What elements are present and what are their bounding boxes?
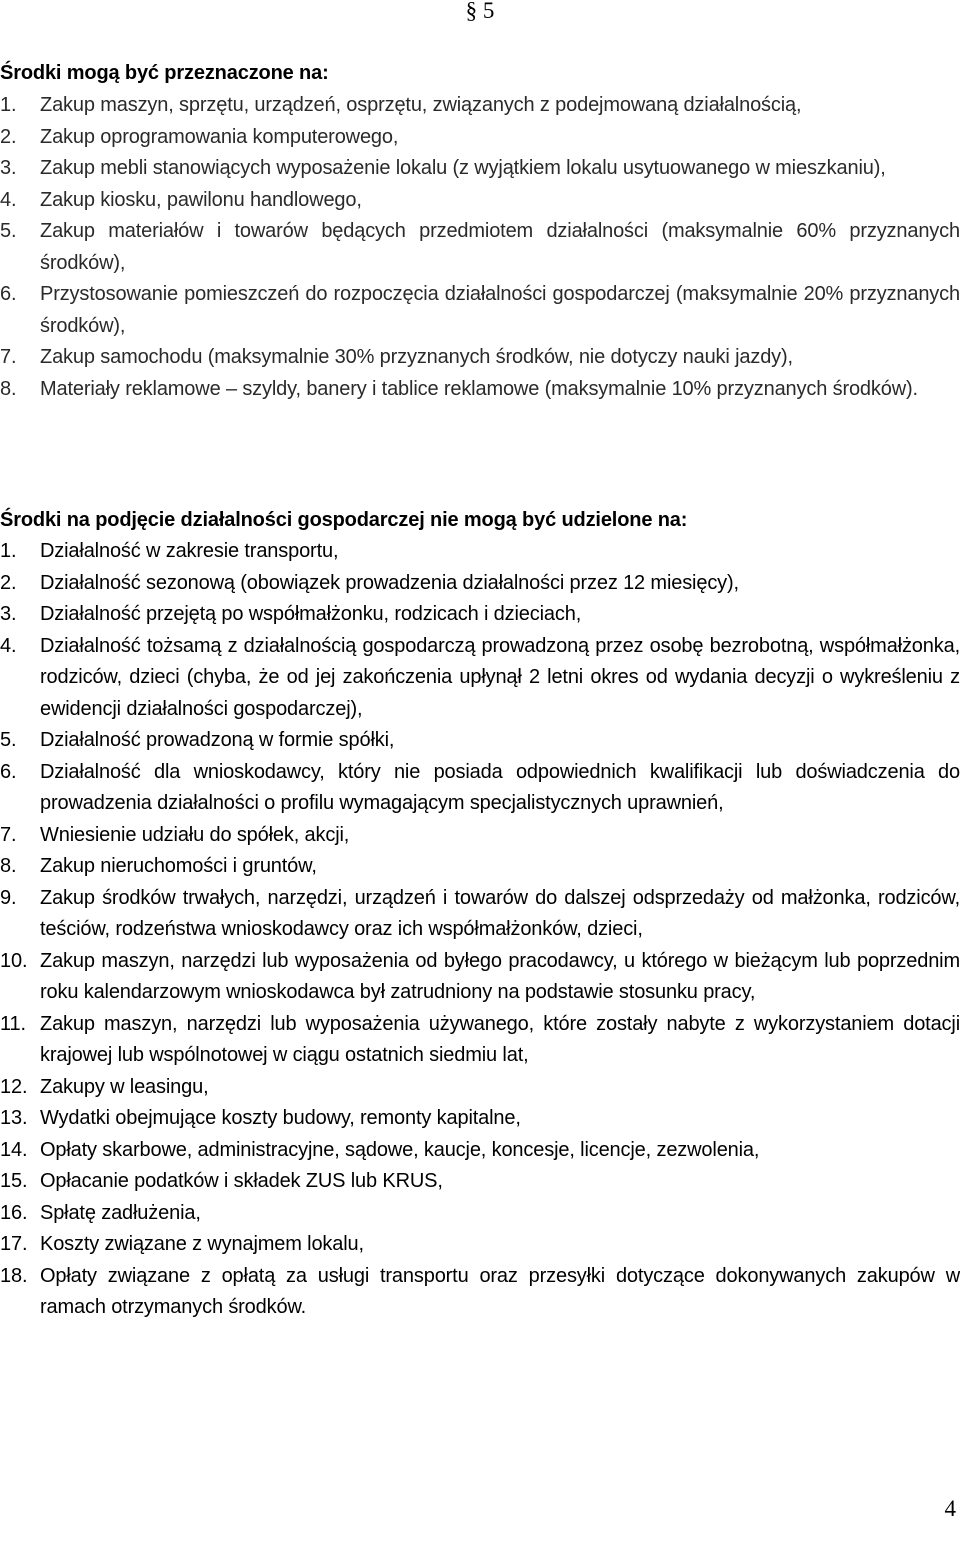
- list-item: [0, 122, 960, 154]
- list-item-text: Przystosowanie pomieszczeń do rozpoczęcia działalności gospodarczej (maksymalnie 20% przyznanych środków),: [40, 283, 960, 337]
- list-item-number: 3.: [0, 157, 17, 179]
- section-mark: § 5: [465, 0, 495, 23]
- list-item-number: 8.: [0, 855, 17, 877]
- list-item: [0, 1072, 960, 1104]
- list-item-text: Wydatki obejmujące koszty budowy, remonty kapitalne,: [40, 1107, 521, 1129]
- list-item: [0, 1009, 960, 1072]
- list-item: [0, 851, 960, 883]
- list-item-number: 12.: [0, 1075, 28, 1098]
- list-item-number: 8.: [0, 377, 17, 400]
- allowed-uses-heading: Środki mogą być przeznaczone na:: [0, 62, 329, 84]
- list-item: [0, 946, 960, 1009]
- list-item-text: Działalność prowadzoną w formie spółki,: [40, 729, 395, 751]
- page-number: 4: [944, 1496, 956, 1521]
- prohibited-uses-list: [0, 536, 960, 1324]
- list-item-number: 7.: [0, 346, 17, 368]
- list-item: [0, 757, 960, 820]
- list-item: [0, 153, 960, 185]
- list-item: [0, 374, 960, 406]
- list-item-number: 2.: [0, 571, 17, 594]
- list-item: [0, 1229, 960, 1261]
- list-item: [0, 1198, 960, 1230]
- list-item-text: Zakup środków trwałych, narzędzi, urządzeń i towarów do dalszej odsprzedaży od małżonka, rodziców, teściów, rodzeństwa wnioskodawcy oraz ich współmałżonków, dzieci,: [40, 886, 960, 940]
- list-item-number: 5.: [0, 220, 17, 242]
- list-item-number: 1.: [0, 540, 17, 562]
- list-item-text: Zakup materiałów i towarów będących przedmiotem działalności (maksymalnie 60% przyznanych środków),: [40, 220, 960, 274]
- list-item: [0, 1135, 960, 1167]
- list-item-text: Zakup nieruchomości i gruntów,: [40, 855, 317, 877]
- list-item: [0, 185, 960, 217]
- list-item-number: 17.: [0, 1233, 28, 1255]
- list-item-text: Zakup maszyn, narzędzi lub wyposażenia używanego, które zostały nabyte z wykorzystaniem dotacji krajowej lub wspólnotowej w ciągu ostatnich siedmiu lat,: [40, 1012, 960, 1066]
- list-item-number: 2.: [0, 125, 17, 148]
- prohibited-uses-heading: Środki na podjęcie działalności gospodarczej nie mogą być udzielone na:: [0, 509, 688, 531]
- list-item: [0, 536, 960, 568]
- list-item-text: Opłaty skarbowe, administracyjne, sądowe, kaucje, koncesje, licencje, zezwolenia,: [40, 1138, 760, 1161]
- allowed-uses-list: [0, 90, 960, 405]
- list-item-text: Opłacanie podatków i składek ZUS lub KRUS,: [40, 1170, 443, 1192]
- list-item-text: Zakup kiosku, pawilonu handlowego,: [40, 188, 362, 211]
- list-item-number: 9.: [0, 886, 17, 909]
- list-item-number: 5.: [0, 729, 17, 751]
- list-item-text: Materiały reklamowe – szyldy, banery i tablice reklamowe (maksymalnie 10% przyznanych środków).: [40, 377, 918, 400]
- list-item-text: Opłaty związane z opłatą za usługi transportu oraz przesyłki dotyczące dokonywanych zakupów w ramach otrzymanych środków.: [40, 1264, 960, 1318]
- list-item-text: Zakup samochodu (maksymalnie 30% przyznanych środków, nie dotyczy nauki jazdy),: [40, 346, 793, 368]
- list-item: [0, 568, 960, 600]
- list-item-text: Działalność w zakresie transportu,: [40, 540, 339, 562]
- list-item: [0, 883, 960, 946]
- list-item-text: Zakup maszyn, narzędzi lub wyposażenia od byłego pracodawcy, u którego w bieżącym lub poprzednim roku kalendarzowym wnioskodawca był zatrudniony na podstawie stosunku pracy,: [40, 949, 960, 1003]
- list-item-number: 4.: [0, 634, 17, 657]
- list-item-text: Działalność przejętą po współmałżonku, rodzicach i dzieciach,: [40, 603, 582, 625]
- list-item-number: 10.: [0, 949, 28, 972]
- list-item-number: 13.: [0, 1107, 28, 1129]
- list-item: [0, 820, 960, 852]
- list-item-number: 16.: [0, 1201, 28, 1224]
- list-item-text: Wniesienie udziału do spółek, akcji,: [40, 823, 350, 846]
- list-item-number: 3.: [0, 603, 17, 625]
- list-item-number: 14.: [0, 1138, 28, 1161]
- list-item: [0, 599, 960, 631]
- list-item: [0, 90, 960, 122]
- list-item-number: 6.: [0, 283, 17, 305]
- list-item-number: 11.: [0, 1012, 26, 1035]
- list-item-text: Zakupy w leasingu,: [40, 1075, 209, 1098]
- list-item: [0, 216, 960, 279]
- list-item: [0, 1166, 960, 1198]
- list-item: [0, 725, 960, 757]
- list-item-text: Działalność dla wnioskodawcy, który nie posiada odpowiednich kwalifikacji lub doświadczenia do prowadzenia działalności o profilu wymagającym specjalistycznych uprawnień,: [40, 760, 960, 814]
- list-item-text: Działalność tożsamą z działalnością gospodarczą prowadzoną przez osobę bezrobotną, współmałżonka, rodziców, dzieci (chyba, że od jej zakończenia upłynął 2 letni okres od wydania decyzji o wykreśleniu z ewidencji działalności gospodarczej),: [40, 634, 960, 720]
- list-item-text: Zakup mebli stanowiących wyposażenie lokalu (z wyjątkiem lokalu usytuowanego w mieszkaniu),: [40, 157, 886, 179]
- list-item-text: Zakup oprogramowania komputerowego,: [40, 125, 399, 148]
- list-item-number: 6.: [0, 760, 17, 783]
- list-item: [0, 1103, 960, 1135]
- list-item-number: 7.: [0, 823, 17, 846]
- list-item-number: 4.: [0, 188, 17, 211]
- list-item-number: 18.: [0, 1264, 28, 1287]
- list-item-number: 15.: [0, 1170, 28, 1192]
- list-item-text: Działalność sezonową (obowiązek prowadzenia działalności przez 12 miesięcy),: [40, 571, 739, 594]
- list-item: [0, 1261, 960, 1324]
- list-item-text: Spłatę zadłużenia,: [40, 1201, 201, 1224]
- list-item-text: Zakup maszyn, sprzętu, urządzeń, osprzętu, związanych z podejmowaną działalnością,: [40, 94, 802, 116]
- list-item-number: 1.: [0, 94, 17, 116]
- list-item: [0, 342, 960, 374]
- list-item: [0, 279, 960, 342]
- list-item-text: Koszty związane z wynajmem lokalu,: [40, 1233, 364, 1255]
- list-item: [0, 631, 960, 726]
